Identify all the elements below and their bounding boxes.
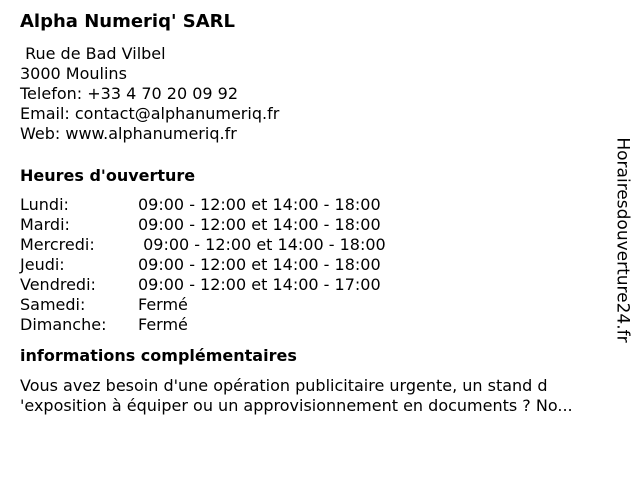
day-hours: 09:00 - 12:00 et 14:00 - 17:00: [138, 275, 381, 294]
hours-row-friday: [20, 275, 610, 295]
street-address: Rue de Bad Vilbel: [20, 44, 166, 63]
day-label: Vendredi:: [20, 275, 96, 294]
description-line: 'exposition à équiper ou un approvisionnement en documents ? No...: [20, 396, 573, 415]
business-name: Alpha Numeriq' SARL: [20, 11, 235, 32]
opening-hours-heading: Heures d'ouverture: [20, 166, 196, 185]
day-hours: 09:00 - 12:00 et 14:00 - 18:00: [138, 235, 386, 254]
day-label: Samedi:: [20, 295, 86, 314]
description-line: Vous avez besoin d'une opération publicitaire urgente, un stand d: [20, 376, 548, 395]
address-block: [20, 44, 610, 144]
day-label: Dimanche:: [20, 315, 107, 334]
day-label: Lundi:: [20, 195, 69, 214]
day-hours: 09:00 - 12:00 et 14:00 - 18:00: [138, 255, 381, 274]
day-label: Mercredi:: [20, 235, 95, 254]
hours-row-saturday: [20, 295, 610, 315]
watermark-text: Horairesdouverture24.fr: [613, 137, 633, 343]
day-label: Jeudi:: [20, 255, 65, 274]
additional-info-text: [20, 376, 610, 416]
email-line: Email: contact@alphanumeriq.fr: [20, 104, 280, 123]
business-card: [20, 10, 610, 416]
hours-row-wednesday: [20, 235, 610, 255]
day-hours: 09:00 - 12:00 et 14:00 - 18:00: [138, 215, 381, 234]
day-hours: Fermé: [138, 315, 188, 334]
phone-line: Telefon: +33 4 70 20 09 92: [20, 84, 239, 103]
opening-hours-table: [20, 195, 610, 335]
hours-row-thursday: [20, 255, 610, 275]
web-line: Web: www.alphanumeriq.fr: [20, 124, 237, 143]
hours-row-monday: [20, 195, 610, 215]
day-hours: Fermé: [138, 295, 188, 314]
site-watermark: [611, 135, 635, 345]
day-label: Mardi:: [20, 215, 70, 234]
additional-info-heading: informations complémentaires: [20, 346, 297, 365]
day-hours: 09:00 - 12:00 et 14:00 - 18:00: [138, 195, 381, 214]
hours-row-sunday: [20, 315, 610, 335]
city-address: 3000 Moulins: [20, 64, 127, 83]
hours-row-tuesday: [20, 215, 610, 235]
